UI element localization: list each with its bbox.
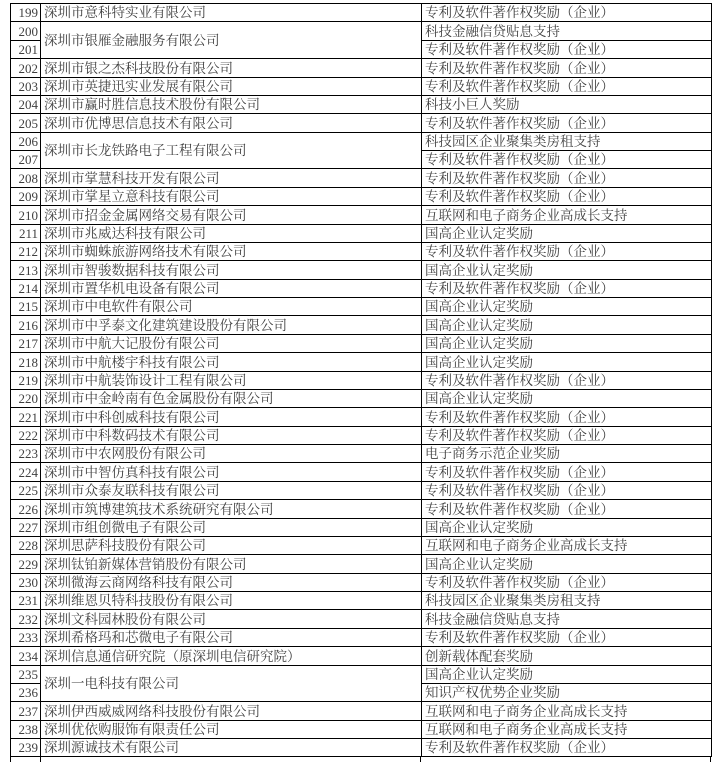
award-cell: 专利及软件著作权奖励（企业） bbox=[422, 77, 712, 95]
award-cell: 国高企业认定奖励 bbox=[422, 665, 712, 683]
row-number: 221 bbox=[11, 408, 41, 426]
table-row bbox=[11, 187, 712, 205]
award-cell: 专利及软件著作权奖励（企业） bbox=[422, 151, 712, 169]
table-row bbox=[11, 408, 712, 426]
award-cell: 国高企业认定奖励 bbox=[422, 298, 712, 316]
table-row bbox=[11, 316, 712, 334]
company-name-cell: 深圳源诚技术有限公司 bbox=[41, 739, 422, 757]
company-name-cell: 深圳维恩贝特科技股份有限公司 bbox=[41, 592, 422, 610]
award-cell: 科技金融信贷贴息支持 bbox=[422, 22, 712, 40]
row-number: 236 bbox=[11, 683, 41, 701]
company-name-cell: 深圳市筑博建筑技术系统研究有限公司 bbox=[41, 500, 422, 518]
company-name-cell: 深圳市中电软件有限公司 bbox=[41, 298, 422, 316]
award-cell: 专利及软件著作权奖励（企业） bbox=[422, 739, 712, 757]
table-row bbox=[11, 610, 712, 628]
table-row bbox=[11, 334, 712, 352]
table-row bbox=[11, 95, 712, 113]
row-number: 208 bbox=[11, 169, 41, 187]
row-number: 205 bbox=[11, 114, 41, 132]
row-number: 210 bbox=[11, 206, 41, 224]
row-number: 239 bbox=[11, 739, 41, 757]
row-number: 234 bbox=[11, 647, 41, 665]
award-cell: 国高企业认定奖励 bbox=[422, 334, 712, 352]
row-number: 224 bbox=[11, 463, 41, 481]
company-name-cell: 深圳市中农网股份有限公司 bbox=[41, 445, 422, 463]
row-number: 211 bbox=[11, 224, 41, 242]
row-number: 220 bbox=[11, 389, 41, 407]
row-number: 223 bbox=[11, 445, 41, 463]
table-row bbox=[11, 481, 712, 499]
row-number: 212 bbox=[11, 242, 41, 260]
award-cell: 专利及软件著作权奖励（企业） bbox=[422, 4, 712, 22]
company-name-cell: 深圳市中智仿真科技有限公司 bbox=[41, 463, 422, 481]
table-row bbox=[11, 169, 712, 187]
row-number: 214 bbox=[11, 279, 41, 297]
table-row bbox=[11, 22, 712, 40]
row-number: 228 bbox=[11, 536, 41, 554]
table-row bbox=[11, 739, 712, 757]
table-row bbox=[11, 279, 712, 297]
award-cell: 专利及软件著作权奖励（企业） bbox=[422, 242, 712, 260]
award-cell: 专利及软件著作权奖励（企业） bbox=[422, 573, 712, 591]
award-cell: 专利及软件著作权奖励（企业） bbox=[422, 628, 712, 646]
table-row bbox=[11, 224, 712, 242]
table-row bbox=[11, 4, 712, 22]
award-cell: 互联网和电子商务企业高成长支持 bbox=[422, 206, 712, 224]
row-number: 213 bbox=[11, 261, 41, 279]
company-name-cell: 深圳市银之杰科技股份有限公司 bbox=[41, 59, 422, 77]
row-number: 203 bbox=[11, 77, 41, 95]
table-row bbox=[11, 518, 712, 536]
award-cell: 科技金融信贷贴息支持 bbox=[422, 610, 712, 628]
award-cell: 知识产权优势企业奖励 bbox=[422, 683, 712, 701]
award-cell: 专利及软件著作权奖励（企业） bbox=[422, 500, 712, 518]
company-name-cell: 深圳市优博思信息技术有限公司 bbox=[41, 114, 422, 132]
award-cell: 电子商务示范企业奖励 bbox=[422, 445, 712, 463]
company-name-cell: 深圳市中航楼宇科技有限公司 bbox=[41, 353, 422, 371]
table-row bbox=[11, 463, 712, 481]
row-number: 217 bbox=[11, 334, 41, 352]
row-number: 200 bbox=[11, 22, 41, 40]
company-name-cell: 深圳市智骏数据科技有限公司 bbox=[41, 261, 422, 279]
row-number: 209 bbox=[11, 187, 41, 205]
award-cell: 专利及软件著作权奖励（企业） bbox=[422, 114, 712, 132]
row-number: 199 bbox=[11, 4, 41, 22]
award-cell: 创新载体配套奖励 bbox=[422, 647, 712, 665]
table-row bbox=[11, 445, 712, 463]
company-name-cell: 深圳微海云商网络科技有限公司 bbox=[41, 573, 422, 591]
company-name-cell: 深圳市中科数码技术有限公司 bbox=[41, 426, 422, 444]
row-number: 226 bbox=[11, 500, 41, 518]
company-name-cell: 深圳信息通信研究院（原深圳电信研究院） bbox=[41, 647, 422, 665]
award-cell: 国高企业认定奖励 bbox=[422, 353, 712, 371]
award-cell: 专利及软件著作权奖励（企业） bbox=[422, 463, 712, 481]
row-number: 230 bbox=[11, 573, 41, 591]
company-name-cell: 深圳市组创微电子有限公司 bbox=[41, 518, 422, 536]
award-cell: 互联网和电子商务企业高成长支持 bbox=[422, 536, 712, 554]
row-number: 229 bbox=[11, 555, 41, 573]
award-cell: 科技小巨人奖励 bbox=[422, 95, 712, 113]
award-cell: 专利及软件著作权奖励（企业） bbox=[422, 481, 712, 499]
company-name-cell: 深圳钛铂新媒体营销股份有限公司 bbox=[41, 555, 422, 573]
row-number: 235 bbox=[11, 665, 41, 683]
award-cell: 国高企业认定奖励 bbox=[422, 555, 712, 573]
table-row bbox=[11, 720, 712, 738]
row-number: 233 bbox=[11, 628, 41, 646]
row-number: 216 bbox=[11, 316, 41, 334]
table-row bbox=[11, 647, 712, 665]
award-cell: 专利及软件著作权奖励（企业） bbox=[422, 59, 712, 77]
award-cell: 科技园区企业聚集类房租支持 bbox=[422, 132, 712, 150]
award-cell: 科技园区企业聚集类房租支持 bbox=[422, 592, 712, 610]
table-row bbox=[11, 536, 712, 554]
company-name-cell: 深圳优依购服饰有限责任公司 bbox=[41, 720, 422, 738]
table-row bbox=[11, 389, 712, 407]
company-name-cell: 深圳市掌星立意科技有限公司 bbox=[41, 187, 422, 205]
table-row bbox=[11, 592, 712, 610]
company-name-cell: 深圳市中航装饰设计工程有限公司 bbox=[41, 371, 422, 389]
award-cell: 互联网和电子商务企业高成长支持 bbox=[422, 720, 712, 738]
row-number: 225 bbox=[11, 481, 41, 499]
company-name-cell: 深圳伊西威威网络科技股份有限公司 bbox=[41, 702, 422, 720]
row-number: 204 bbox=[11, 95, 41, 113]
award-cell: 国高企业认定奖励 bbox=[422, 261, 712, 279]
company-name-cell: 深圳市中科创威科技有限公司 bbox=[41, 408, 422, 426]
row-number: 206 bbox=[11, 132, 41, 150]
company-name-cell: 深圳市长龙铁路电子工程有限公司 bbox=[41, 132, 422, 169]
row-number: 218 bbox=[11, 353, 41, 371]
award-cell: 国高企业认定奖励 bbox=[422, 316, 712, 334]
company-name-cell: 深圳一电科技有限公司 bbox=[41, 665, 422, 702]
award-cell: 专利及软件著作权奖励（企业） bbox=[422, 371, 712, 389]
table-row bbox=[11, 353, 712, 371]
award-cell: 专利及软件著作权奖励（企业） bbox=[422, 426, 712, 444]
company-name-cell: 深圳市中航大记股份有限公司 bbox=[41, 334, 422, 352]
award-cell: 专利及软件著作权奖励（企业） bbox=[422, 187, 712, 205]
company-name-cell: 深圳市英捷迅实业发展有限公司 bbox=[41, 77, 422, 95]
row-number: 231 bbox=[11, 592, 41, 610]
row-number: 227 bbox=[11, 518, 41, 536]
row-number: 202 bbox=[11, 59, 41, 77]
company-name-cell: 深圳市蜘蛛旅游网络技术有限公司 bbox=[41, 242, 422, 260]
company-name-cell: 深圳市中孚泰文化建筑建设股份有限公司 bbox=[41, 316, 422, 334]
company-name-cell: 深圳思萨科技股份有限公司 bbox=[41, 536, 422, 554]
company-award-table bbox=[10, 3, 712, 757]
table-row bbox=[11, 114, 712, 132]
table-row bbox=[11, 242, 712, 260]
award-cell: 国高企业认定奖励 bbox=[422, 224, 712, 242]
table-row bbox=[11, 555, 712, 573]
table-row bbox=[11, 702, 712, 720]
table-gridline-stub bbox=[420, 757, 421, 762]
company-name-cell: 深圳市兆威达科技有限公司 bbox=[41, 224, 422, 242]
award-cell: 互联网和电子商务企业高成长支持 bbox=[422, 702, 712, 720]
table-row bbox=[11, 426, 712, 444]
company-name-cell: 深圳市银雁金融服务有限公司 bbox=[41, 22, 422, 59]
table-row bbox=[11, 628, 712, 646]
company-name-cell: 深圳希格玛和芯微电子有限公司 bbox=[41, 628, 422, 646]
award-cell: 专利及软件著作权奖励（企业） bbox=[422, 408, 712, 426]
table-row bbox=[11, 371, 712, 389]
table-row bbox=[11, 298, 712, 316]
row-number: 219 bbox=[11, 371, 41, 389]
company-name-cell: 深圳文科园林股份有限公司 bbox=[41, 610, 422, 628]
table-row bbox=[11, 500, 712, 518]
award-cell: 专利及软件著作权奖励（企业） bbox=[422, 279, 712, 297]
table-gridline-stub bbox=[710, 757, 711, 762]
company-name-cell: 深圳市招金金属网络交易有限公司 bbox=[41, 206, 422, 224]
company-name-cell: 深圳市置华机电设备有限公司 bbox=[41, 279, 422, 297]
row-number: 238 bbox=[11, 720, 41, 738]
row-number: 237 bbox=[11, 702, 41, 720]
award-cell: 国高企业认定奖励 bbox=[422, 389, 712, 407]
award-cell: 专利及软件著作权奖励（企业） bbox=[422, 169, 712, 187]
company-name-cell: 深圳市掌慧科技开发有限公司 bbox=[41, 169, 422, 187]
table-row bbox=[11, 206, 712, 224]
row-number: 232 bbox=[11, 610, 41, 628]
table-row bbox=[11, 261, 712, 279]
company-name-cell: 深圳市赢时胜信息技术股份有限公司 bbox=[41, 95, 422, 113]
row-number: 207 bbox=[11, 151, 41, 169]
table-gridline-stub bbox=[40, 757, 41, 762]
table-row bbox=[11, 573, 712, 591]
row-number: 201 bbox=[11, 40, 41, 58]
table-row bbox=[11, 665, 712, 683]
row-number: 222 bbox=[11, 426, 41, 444]
award-cell: 专利及软件著作权奖励（企业） bbox=[422, 40, 712, 58]
table-body bbox=[11, 4, 712, 757]
table-row bbox=[11, 132, 712, 150]
table-row bbox=[11, 59, 712, 77]
row-number: 215 bbox=[11, 298, 41, 316]
award-cell: 国高企业认定奖励 bbox=[422, 518, 712, 536]
company-name-cell: 深圳市意科特实业有限公司 bbox=[41, 4, 422, 22]
company-name-cell: 深圳市众泰友联科技有限公司 bbox=[41, 481, 422, 499]
table-row bbox=[11, 77, 712, 95]
company-name-cell: 深圳市中金岭南有色金属股份有限公司 bbox=[41, 389, 422, 407]
table-gridline-stub bbox=[10, 757, 11, 762]
